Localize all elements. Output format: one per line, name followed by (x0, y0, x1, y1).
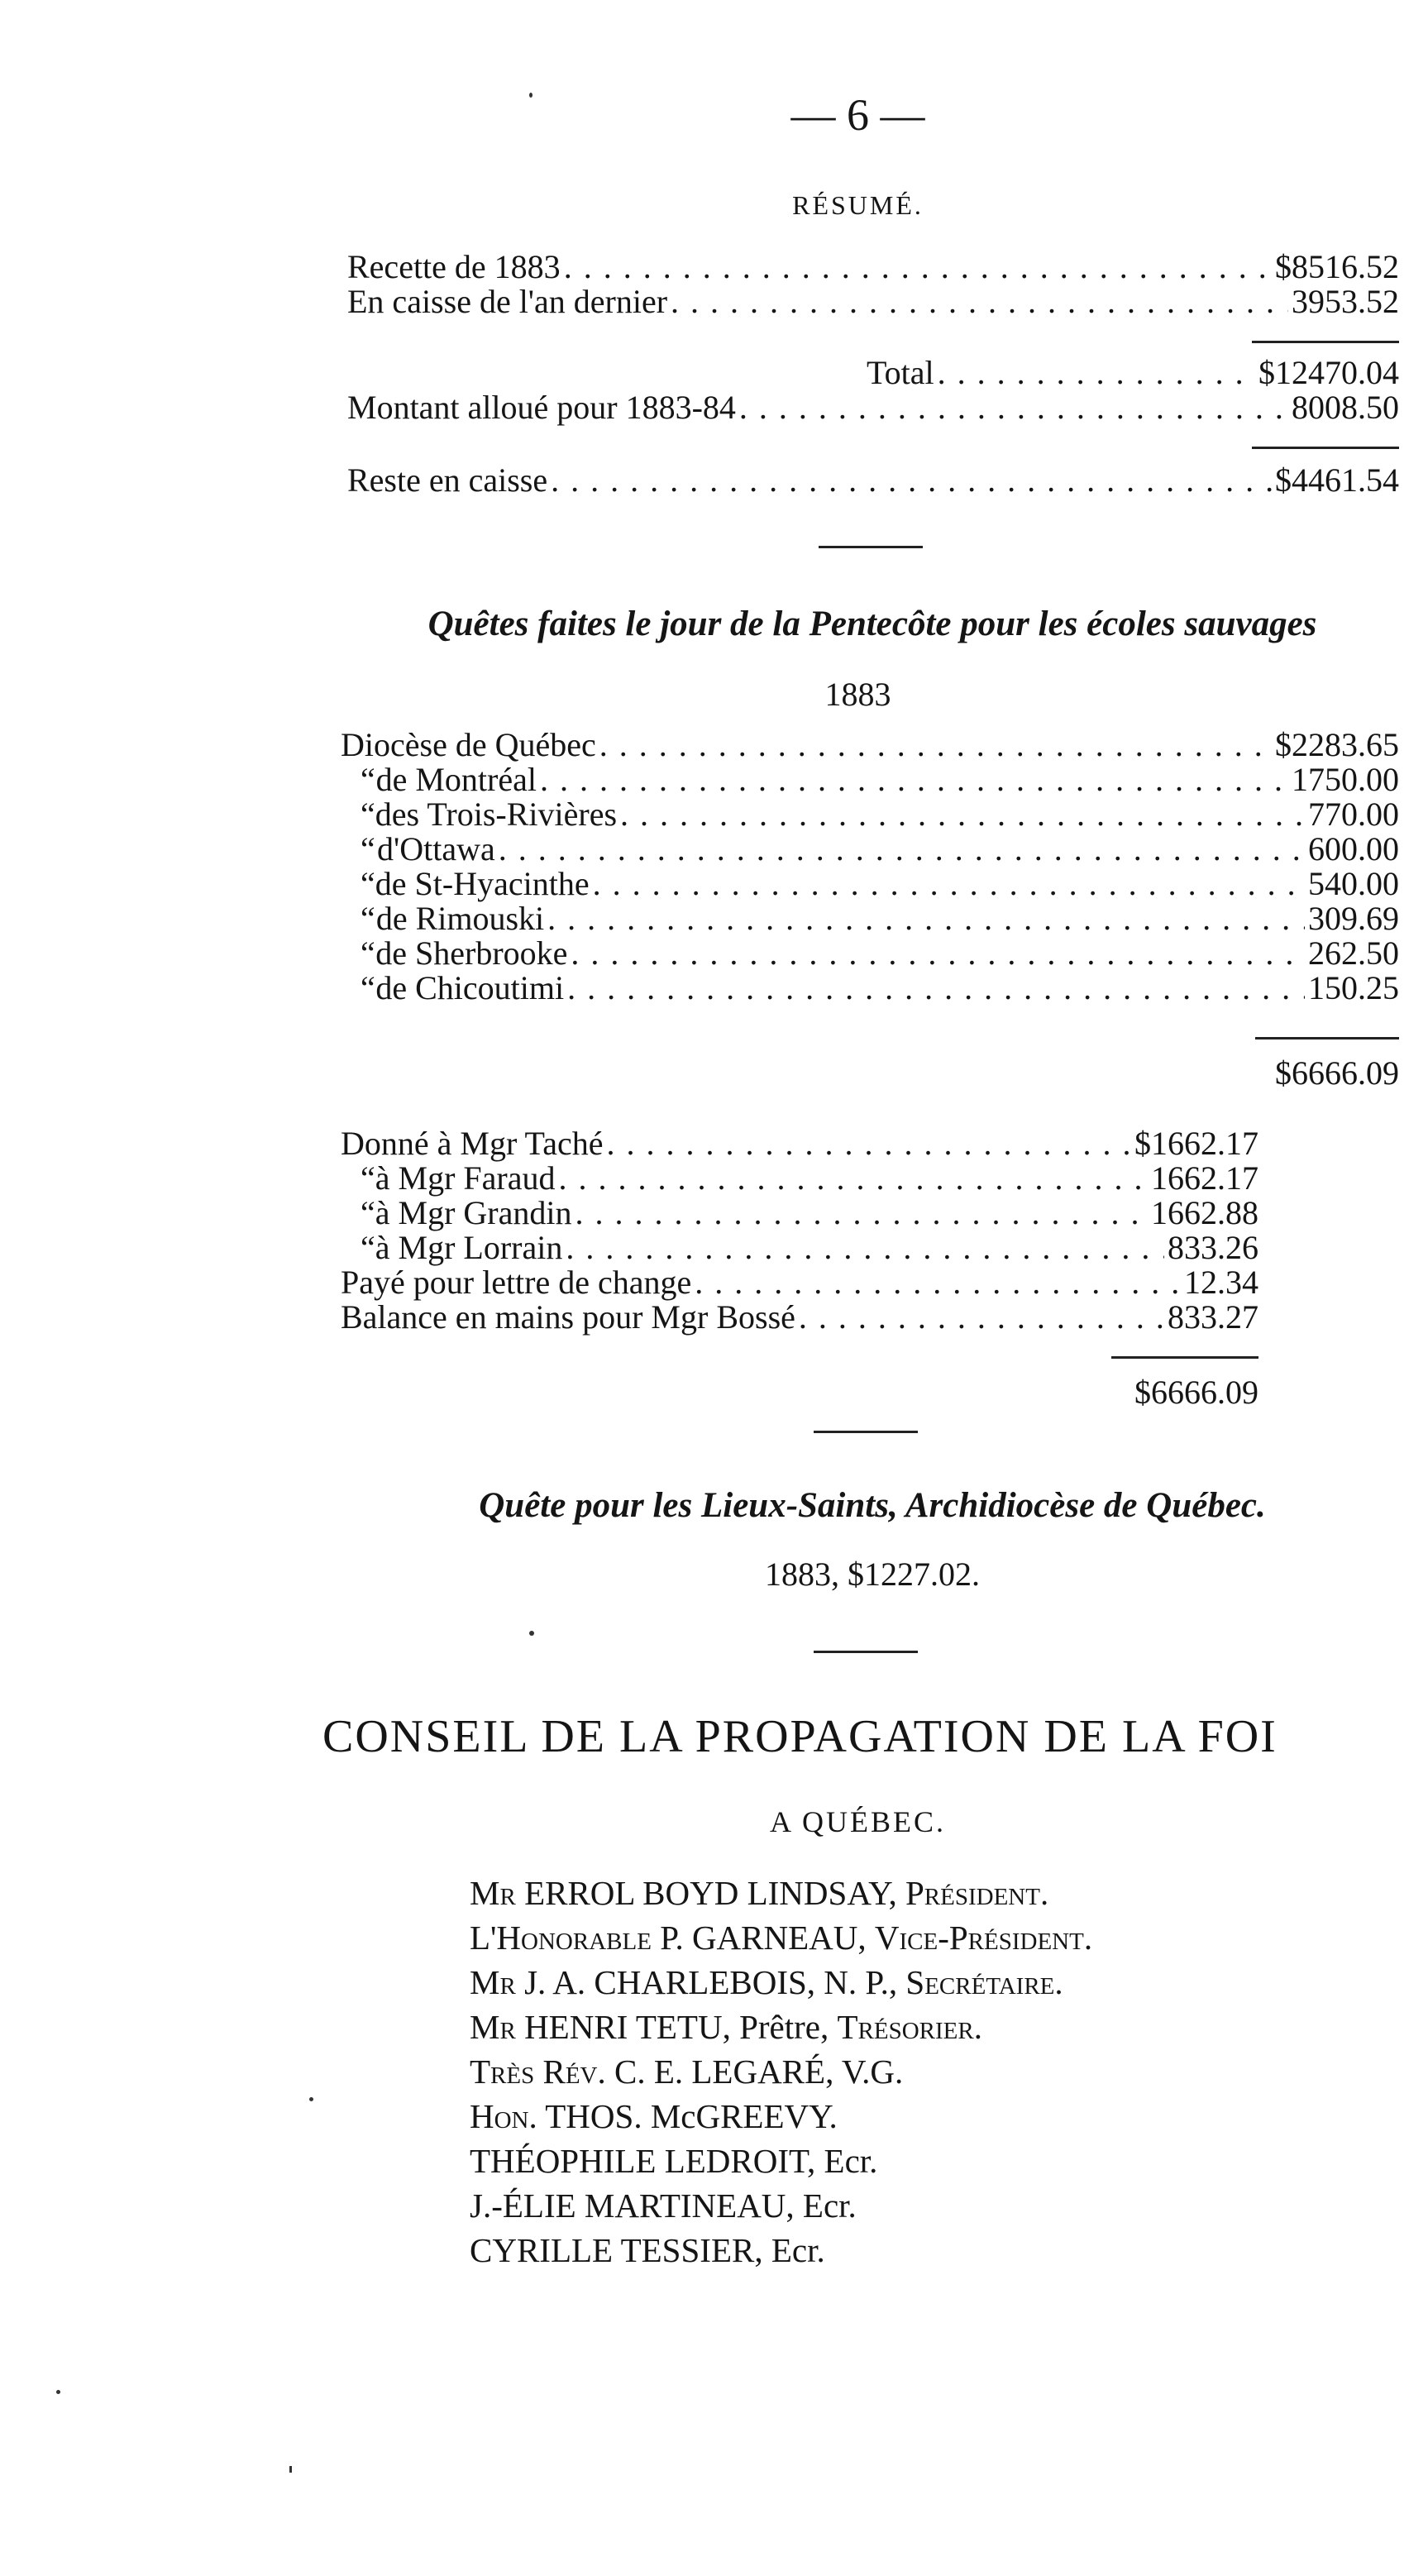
list-item (470, 2139, 1092, 2183)
member-name: J. A. CHARLEBOIS, N. P., (515, 1963, 906, 2001)
member-prefix: Mr (470, 2008, 516, 2046)
row-amount: 1662.88 (1151, 1194, 1258, 1231)
member-prefix: Mr (470, 1874, 516, 1912)
dot-leader (575, 1196, 1148, 1231)
list-item (470, 1915, 1092, 1960)
list-item (470, 1960, 1092, 2005)
row-amount: 1662.17 (1151, 1159, 1258, 1197)
member-name: C. E. LEGARÉ, V.G. (605, 2053, 904, 2091)
member-title: Vice-Président. (874, 1919, 1093, 1957)
dot-leader (540, 762, 1288, 797)
row-amount: 12.34 (1184, 1264, 1258, 1301)
row-amount: 540.00 (1308, 865, 1399, 902)
row-label: Payé pour lettre de change (341, 1264, 692, 1301)
row-label: de Rimouski (375, 900, 545, 937)
section-divider (814, 1651, 918, 1653)
resume-balance-row (347, 463, 1399, 498)
row-amount: 770.00 (1308, 796, 1399, 833)
row-amount: $8516.52 (1275, 248, 1399, 285)
member-title: Président. (905, 1874, 1049, 1912)
resume-balance-rule (1252, 447, 1399, 449)
member-prefix: Très Rév. (470, 2053, 606, 2091)
member-name: CYRILLE TESSIER, Ecr. (470, 2231, 825, 2269)
resume-heading: RÉSUMÉ. (792, 190, 924, 220)
table-row (341, 1231, 1258, 1265)
row-label: des Trois-Rivières (375, 796, 618, 833)
member-prefix: L'Honorable (470, 1919, 652, 1957)
table-row (341, 1126, 1258, 1161)
dot-leader (739, 390, 1288, 425)
member-title: Trésorier. (837, 2008, 982, 2046)
ditto-mark: “ (361, 934, 375, 972)
print-speck (289, 2466, 292, 2473)
row-label: à Mgr Grandin (375, 1194, 572, 1231)
row-label: de St-Hyacinthe (375, 865, 590, 902)
dot-leader (547, 901, 1305, 936)
resume-allocated-row (347, 390, 1399, 425)
total-label: Total (867, 354, 934, 391)
distribution-table (341, 1126, 1258, 1335)
resume-total-row (867, 356, 1399, 390)
page-number: — 6 — (790, 90, 925, 140)
row-amount: 3953.52 (1292, 283, 1399, 320)
print-speck (56, 2390, 60, 2394)
member-prefix: Mr (470, 1963, 516, 2001)
allocated-label: Montant alloué pour 1883-84 (347, 389, 736, 426)
dot-leader (567, 971, 1305, 1006)
holy-places-heading: Quête pour les Lieux-Saints, Archidiocèse de Québec. (479, 1486, 1266, 1525)
dot-leader (695, 1265, 1181, 1300)
ditto-mark: “ (361, 761, 375, 798)
print-speck (309, 2097, 313, 2101)
row-label: En caisse de l'an dernier (347, 283, 668, 320)
dot-leader (620, 797, 1305, 832)
list-item (470, 1871, 1092, 1915)
dot-leader (571, 936, 1305, 971)
pentecost-total: $6666.09 (1275, 1054, 1399, 1092)
dot-leader (938, 356, 1255, 390)
table-row (341, 1300, 1258, 1335)
table-row (341, 832, 1399, 867)
dot-leader (564, 250, 1272, 284)
dot-leader (606, 1126, 1131, 1161)
row-label: à Mgr Faraud (375, 1159, 556, 1197)
member-name: J.-ÉLIE MARTINEAU, Ecr. (470, 2186, 857, 2225)
row-amount: 309.69 (1308, 900, 1399, 937)
row-amount: $2283.65 (1275, 726, 1399, 763)
table-row (341, 797, 1399, 832)
ditto-mark: “ (361, 1194, 375, 1231)
row-amount: $1662.17 (1134, 1125, 1258, 1162)
row-amount: 1750.00 (1292, 761, 1399, 798)
table-row (341, 867, 1399, 901)
member-title: Secrétaire. (905, 1963, 1063, 2001)
print-speck (529, 1631, 534, 1636)
table-row (341, 1196, 1258, 1231)
row-label: à Mgr Lorrain (375, 1229, 563, 1266)
row-label: Donné à Mgr Taché (341, 1125, 604, 1162)
row-label: Balance en mains pour Mgr Bossé (341, 1298, 795, 1336)
resume-total-rule (1252, 341, 1399, 343)
member-name: P. GARNEAU, (651, 1919, 875, 1957)
table-row (341, 971, 1399, 1006)
balance-amount: $4461.54 (1275, 461, 1399, 499)
table-row (341, 728, 1399, 762)
resume-table (347, 250, 1399, 319)
table-row (341, 1265, 1258, 1300)
distribution-total-rule (1111, 1356, 1258, 1359)
row-amount: 833.26 (1168, 1229, 1258, 1266)
resume-row-cash (347, 284, 1399, 319)
ditto-mark: “ (361, 796, 375, 833)
row-amount: 262.50 (1308, 934, 1399, 972)
dot-leader (566, 1231, 1164, 1265)
ditto-mark: “ (361, 865, 375, 902)
ditto-mark: “ (361, 900, 375, 937)
council-members (470, 1871, 1092, 2273)
ditto-mark: “ (361, 1159, 375, 1197)
pentecost-table (341, 728, 1399, 1006)
row-amount: 600.00 (1308, 830, 1399, 867)
dot-leader (551, 463, 1272, 498)
list-item (470, 2183, 1092, 2228)
list-item (470, 2228, 1092, 2273)
pentecost-total-rule (1255, 1037, 1399, 1039)
member-name: THOS. McGREEVY. (537, 2097, 838, 2135)
council-subheading: A QUÉBEC. (769, 1805, 946, 1838)
list-item (470, 2094, 1092, 2139)
dot-leader (799, 1300, 1164, 1335)
pentecost-year: 1883 (824, 676, 891, 713)
ditto-mark: “ (361, 830, 375, 867)
row-label: Recette de 1883 (347, 248, 561, 285)
member-name: HENRI TETU, Prêtre, (515, 2008, 838, 2046)
holy-places-line: 1883, $1227.02. (765, 1556, 980, 1593)
row-label: de Montréal (375, 761, 537, 798)
distribution-total: $6666.09 (1134, 1374, 1258, 1411)
row-amount: 833.27 (1168, 1298, 1258, 1336)
member-prefix: Hon. (470, 2097, 537, 2135)
table-row (341, 1161, 1258, 1196)
dot-leader (671, 284, 1288, 319)
ditto-mark: “ (361, 1229, 375, 1266)
dot-leader (499, 832, 1305, 867)
row-label: de Sherbrooke (375, 934, 568, 972)
ditto-mark: “ (361, 969, 375, 1006)
row-label: Diocèse de Québec (341, 726, 596, 763)
list-item (470, 2049, 1092, 2094)
balance-label: Reste en caisse (347, 461, 548, 499)
print-speck (529, 93, 533, 98)
list-item (470, 2005, 1092, 2049)
dot-leader (558, 1161, 1148, 1196)
section-divider (819, 546, 923, 548)
row-amount: 150.25 (1308, 969, 1399, 1006)
member-name: ERROL BOYD LINDSAY, (515, 1874, 905, 1912)
council-heading: CONSEIL DE LA PROPAGATION DE LA FOI (322, 1711, 1278, 1762)
resume-row-receipts (347, 250, 1399, 284)
section-divider (814, 1431, 918, 1433)
pentecost-heading: Quêtes faites le jour de la Pentecôte pour les écoles sauvages (427, 605, 1317, 643)
row-label: d'Ottawa (377, 830, 495, 867)
table-row (341, 901, 1399, 936)
member-name: THÉOPHILE LEDROIT, Ecr. (470, 2142, 878, 2180)
allocated-amount: 8008.50 (1292, 389, 1399, 426)
total-amount: $12470.04 (1258, 354, 1399, 391)
table-row (341, 936, 1399, 971)
row-label: de Chicoutimi (375, 969, 565, 1006)
table-row (341, 762, 1399, 797)
dot-leader (593, 867, 1305, 901)
dot-leader (599, 728, 1272, 762)
